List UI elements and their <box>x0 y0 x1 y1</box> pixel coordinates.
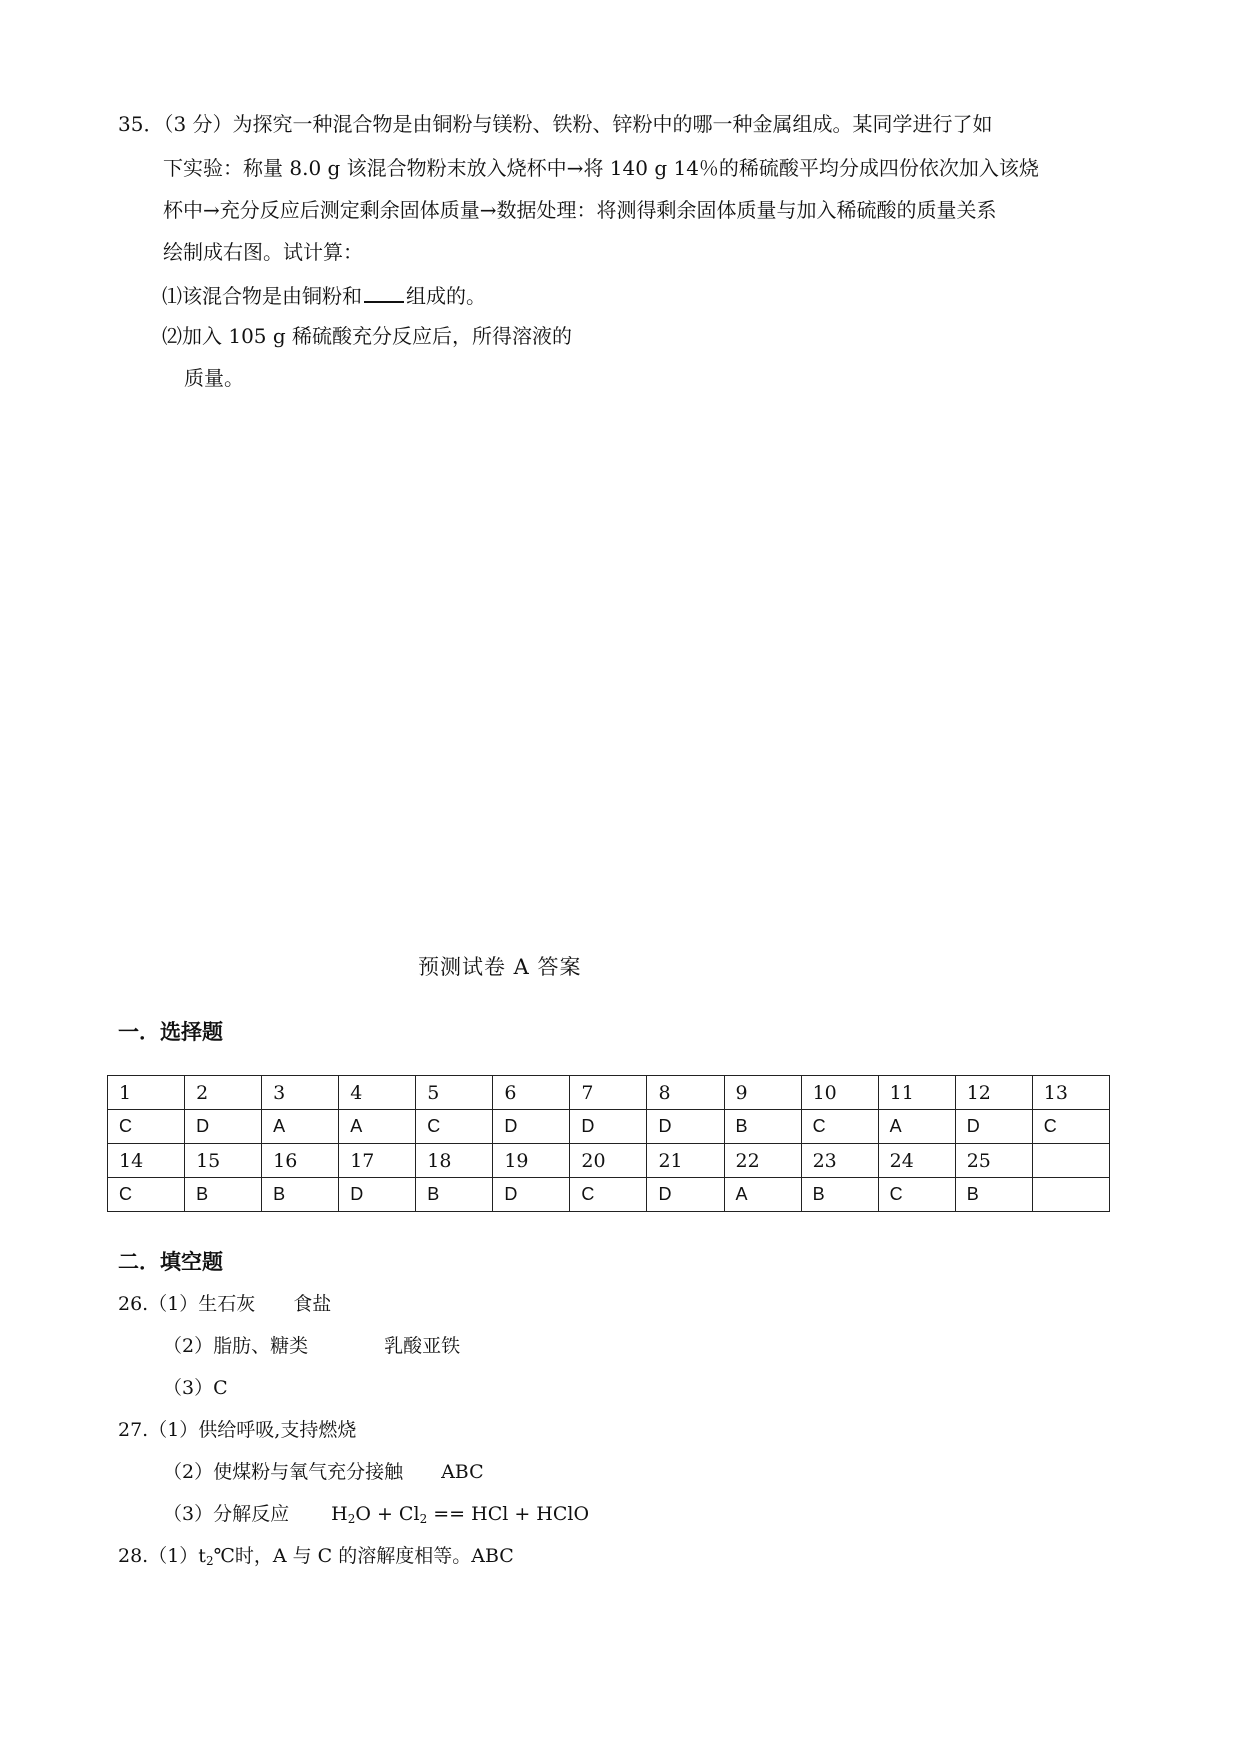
table-cell: 21 <box>647 1144 724 1178</box>
table-row <box>108 1178 1110 1212</box>
q28-1-sub: 2 <box>205 1554 214 1568</box>
table-cell: 6 <box>493 1076 570 1110</box>
table-cell: D <box>185 1110 262 1144</box>
section-choice-heading: 一．选择题 <box>118 1019 223 1044</box>
table-cell: A <box>724 1178 801 1212</box>
table-cell: 3 <box>262 1076 339 1110</box>
table-cell: B <box>955 1178 1032 1212</box>
table-cell: 17 <box>339 1144 416 1178</box>
table-cell: 13 <box>1032 1076 1109 1110</box>
q28-1-prefix: 28.（1）t <box>118 1545 206 1567</box>
q26-3: （3）C <box>163 1377 228 1399</box>
table-cell: 7 <box>570 1076 647 1110</box>
table-cell: 24 <box>878 1144 955 1178</box>
table-cell: D <box>955 1110 1032 1144</box>
table-row <box>108 1110 1110 1144</box>
table-cell: C <box>570 1178 647 1212</box>
table-cell: C <box>108 1178 185 1212</box>
table-cell: 12 <box>955 1076 1032 1110</box>
q35-line-2: 下实验：称量 8.0 g 该混合物粉末放入烧杯中→将 140 g 14％的稀硫酸平均分成四份依次加入该烧 <box>163 156 1039 180</box>
q27-2: （2）使煤粉与氧气充分接触 ABC <box>163 1461 484 1483</box>
q35-sub2-line-1: ⑵加入 105 g 稀硫酸充分反应后，所得溶液的 <box>162 324 573 348</box>
table-cell: D <box>493 1110 570 1144</box>
table-cell: A <box>878 1110 955 1144</box>
table-cell: 8 <box>647 1076 724 1110</box>
table-cell: 10 <box>801 1076 878 1110</box>
table-cell: C <box>416 1110 493 1144</box>
q27-3 <box>163 1499 589 1526</box>
table-cell: D <box>647 1110 724 1144</box>
q35-line-3: 杯中→充分反应后测定剩余固体质量→数据处理：将测得剩余固体质量与加入稀硫酸的质量关系 <box>163 198 997 222</box>
table-cell: 23 <box>801 1144 878 1178</box>
table-cell: D <box>493 1178 570 1212</box>
table-cell: 19 <box>493 1144 570 1178</box>
table-cell: 2 <box>185 1076 262 1110</box>
q35-sub1-before: ⑴该混合物是由铜粉和 <box>162 284 362 308</box>
table-cell: 11 <box>878 1076 955 1110</box>
table-cell: C <box>801 1110 878 1144</box>
table-cell: 18 <box>416 1144 493 1178</box>
table-cell: 25 <box>955 1144 1032 1178</box>
section-fill-heading: 二．填空题 <box>118 1249 223 1274</box>
table-cell: 1 <box>108 1076 185 1110</box>
table-row <box>108 1144 1110 1178</box>
answer-title: 预测试卷 A 答案 <box>418 955 582 979</box>
table-cell: D <box>339 1178 416 1212</box>
table-cell: B <box>724 1110 801 1144</box>
q27-1: 27.（1）供给呼吸,支持燃烧 <box>118 1419 357 1441</box>
eq-h-sub: 2 <box>347 1512 356 1526</box>
eq-h: H <box>331 1503 348 1525</box>
table-cell: C <box>108 1110 185 1144</box>
q27-3-equation <box>331 1503 589 1525</box>
table-cell: B <box>262 1178 339 1212</box>
q27-3-type: （3）分解反应 <box>163 1503 290 1525</box>
table-cell: C <box>878 1178 955 1212</box>
table-row <box>108 1076 1110 1110</box>
table-cell: 15 <box>185 1144 262 1178</box>
q28-1 <box>118 1541 514 1568</box>
eq-cl-sub: 2 <box>419 1512 428 1526</box>
table-cell: 16 <box>262 1144 339 1178</box>
table-cell: A <box>339 1110 416 1144</box>
table-cell: 9 <box>724 1076 801 1110</box>
table-cell: 14 <box>108 1144 185 1178</box>
table-cell <box>1032 1144 1109 1178</box>
q35-line-4: 绘制成右图。试计算： <box>163 240 363 264</box>
q35-sub1-after: 组成的。 <box>406 284 486 308</box>
answer-table <box>107 1075 1110 1212</box>
table-cell: 22 <box>724 1144 801 1178</box>
table-cell: C <box>1032 1110 1109 1144</box>
q35-line-1: 35．（3 分）为探究一种混合物是由铜粉与镁粉、铁粉、锌粉中的哪一种金属组成。某同学进行了如 <box>118 112 993 136</box>
q35-sub1 <box>162 283 486 308</box>
table-cell: D <box>647 1178 724 1212</box>
q35-sub2-line-2: 质量。 <box>184 366 244 390</box>
answer-blank[interactable] <box>364 283 404 303</box>
eq-o-cl: O + Cl <box>355 1503 420 1525</box>
q26-2: （2）脂肪、糖类 乳酸亚铁 <box>163 1335 461 1357</box>
table-cell: B <box>801 1178 878 1212</box>
table-cell: A <box>262 1110 339 1144</box>
table-cell: B <box>416 1178 493 1212</box>
table-cell <box>1032 1178 1109 1212</box>
table-cell: 5 <box>416 1076 493 1110</box>
q28-1-text: ℃时，A 与 C 的溶解度相等。ABC <box>213 1545 514 1567</box>
table-cell: 4 <box>339 1076 416 1110</box>
table-cell: B <box>185 1178 262 1212</box>
eq-rest: == HCl + HClO <box>427 1503 590 1525</box>
table-cell: D <box>570 1110 647 1144</box>
q26-1: 26.（1）生石灰 食盐 <box>118 1293 332 1315</box>
table-cell: 20 <box>570 1144 647 1178</box>
